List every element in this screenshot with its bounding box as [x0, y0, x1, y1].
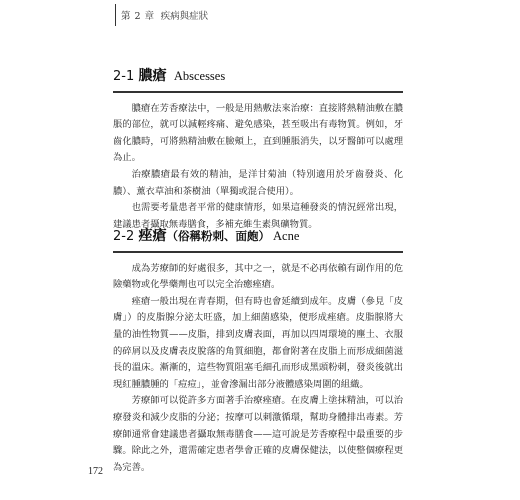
section-number: 2-1: [113, 69, 135, 84]
section-title-zh: 膿瘡: [138, 68, 167, 84]
paragraph: 成為芳療師的好處很多，其中之一，就是不必再依賴有副作用的危險藥物或化學藥劑也可以完全治癒痤瘡。: [113, 262, 403, 291]
section-heading: [113, 66, 403, 91]
section-number: 2-2: [113, 229, 135, 244]
paragraph: 膿瘡在芳香療法中，一般是用熱敷法來治療：直接將熱精油敷在膿脹的部位，就可以減輕疼痛、避免感染，甚至吸出有毒物質。例如，牙齒化膿時，可將熱精油敷在臉頰上，直到腫脹消失，以牙醫師可以處理為止。: [113, 102, 403, 164]
paragraph: 也需要考量患者平常的健康情形，如果這種發炎的情況經常出現，建議患者攝取無毒膳食，多補充維生素與礦物質。: [113, 202, 403, 230]
section-acne: [113, 226, 403, 476]
section-heading: [113, 226, 403, 251]
heading-rule: [113, 251, 403, 253]
paragraph: 治療膿瘡最有效的精油，是洋甘菊油（特別適用於牙齒發炎、化膿）、薰衣草油和茶樹油（單獨或混合使用）。: [113, 168, 403, 197]
running-head-rule: [115, 4, 116, 26]
section-title-en: Abscesses: [173, 69, 226, 83]
paragraph: 痤瘡一般出現在青春期，但有時也會延續到成年。皮膚（參見「皮膚」）的皮脂腺分泌太旺盛，加上細菌感染，便形成痤瘡。皮脂腺將大量的油性物質——皮脂，排到皮膚表面，再加以四周環境的塵土、衣服的碎屑以及皮膚表皮脫落的角質細胞，都會附著在皮脂上而形成細菌滋長的溫床。漸漸的，這些物質阻塞毛細孔而形成黑頭粉刺，發炎後就出現紅腫膿腫的「痘痘」，並會滲漏出部分液體感染周圍的組織。: [113, 295, 403, 390]
running-head: [121, 4, 208, 26]
paragraph: 芳療師可以從許多方面著手治療痤瘡。在皮膚上塗抹精油，可以治療發炎和減少皮脂的分泌；按摩可以刺激循環，幫助身體排出毒素。芳療師通常會建議患者攝取無毒膳食——這可說是芳香療程中最重要的步驟。除此之外，還需確定患者學會正確的皮膚保健法，以使整個療程更為完善。: [113, 395, 403, 473]
section-title-en: Acne: [273, 229, 300, 243]
heading-rule: [113, 91, 403, 93]
section-title-alias: （俗稱粉刺、面皰）: [166, 229, 271, 243]
chapter-title: 疾病與症狀: [160, 11, 209, 22]
chapter-label: 第 2 章: [121, 11, 155, 22]
page-number: 172: [88, 466, 103, 477]
section-abscesses: [113, 66, 403, 233]
section-title-zh: 痤瘡: [138, 228, 167, 244]
